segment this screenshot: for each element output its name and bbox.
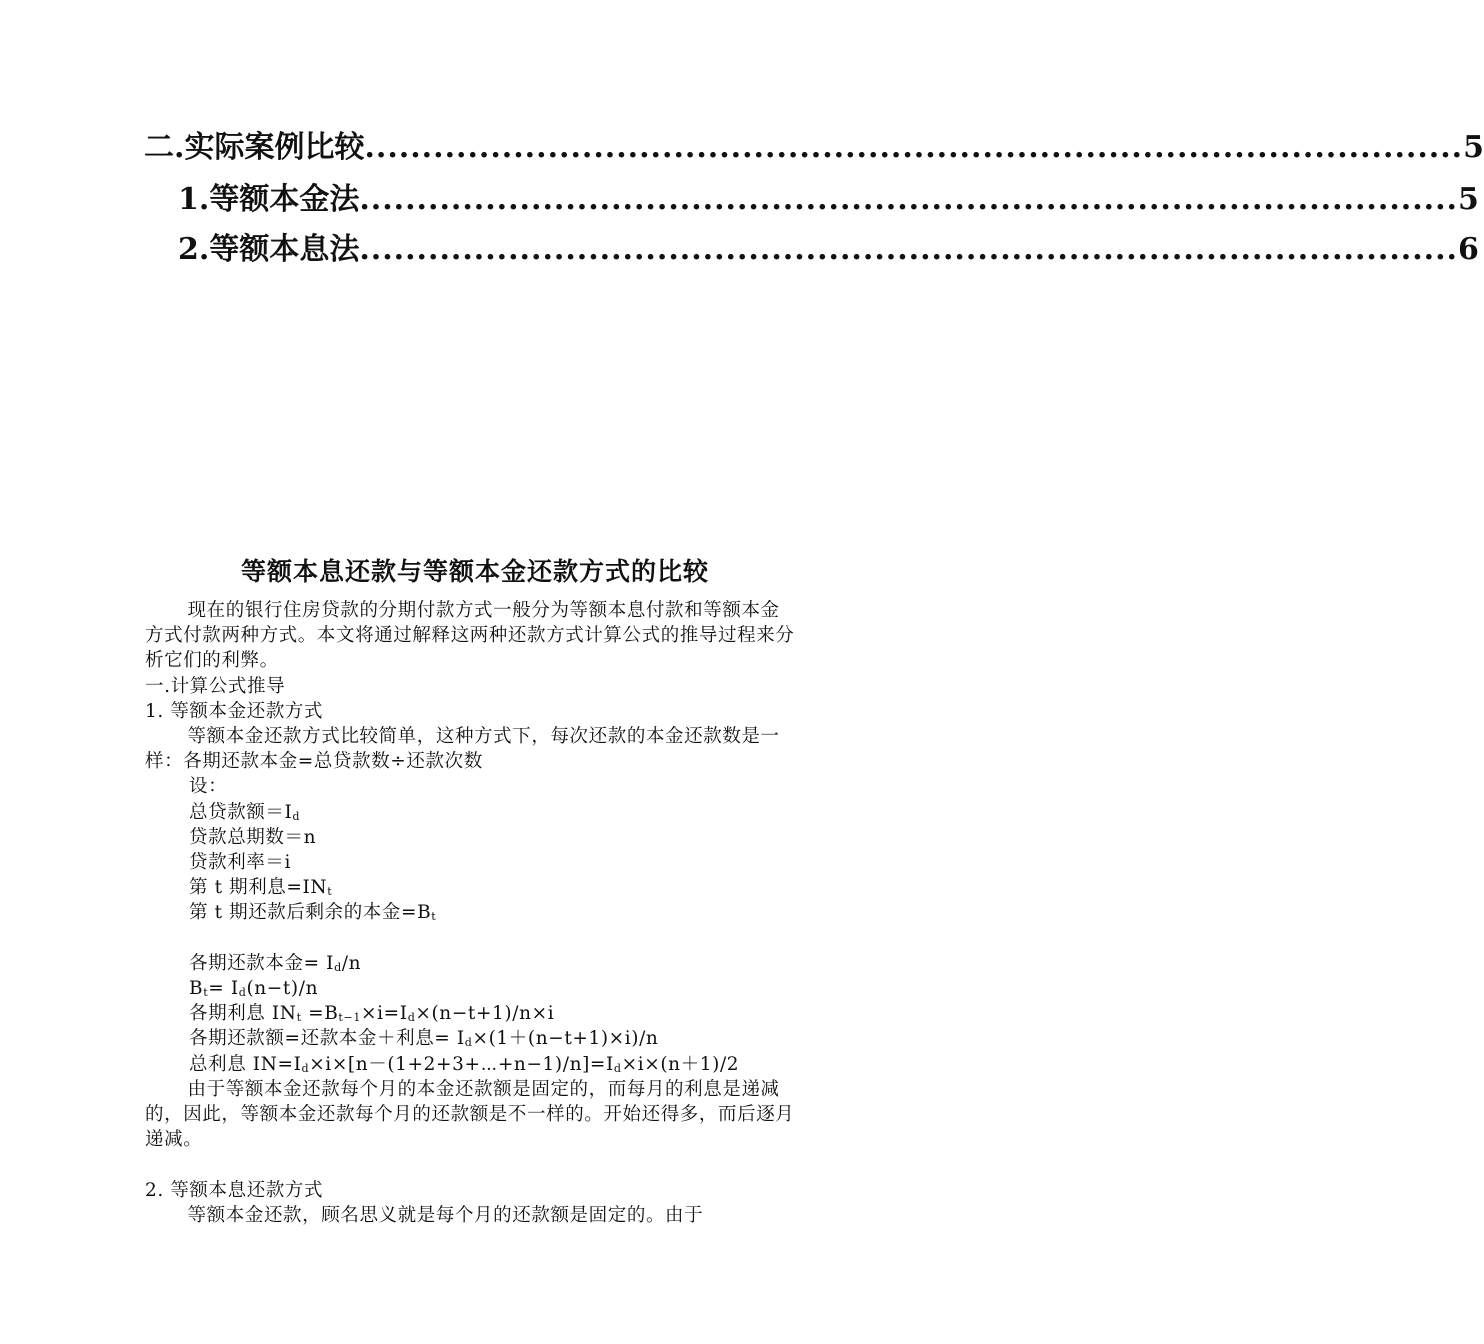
definition-line: 贷款总期数＝n: [189, 826, 317, 848]
paragraph: 等额本金还款，顾名思义就是每个月的还款额是固定的。由于: [187, 1204, 704, 1226]
formula-line: 各期还款额=还款本金＋利息= $I_d\times(1+(n-t+1)\times i)/n$: [189, 1028, 659, 1050]
paragraph: 由于等额本金还款每个月的本金还款额是固定的，而每月的利息是递减的，因此，等额本金还款每个月的还款额是不一样的。开始还得多，而后逐月递减。: [145, 1078, 795, 1151]
definition-line: 总贷款额$=I_d$: [189, 801, 301, 823]
toc-entry-page: 6: [1457, 232, 1479, 267]
toc-leader-dots: ................................................................................................: [364, 130, 1464, 165]
toc-entry-page: 5: [1457, 182, 1479, 217]
document-body: [145, 598, 795, 1228]
toc-entry-title: 1.等额本金法: [178, 182, 360, 217]
toc-entry[interactable]: [144, 128, 1484, 168]
toc-leader-dots: ................................................................................................: [359, 182, 1458, 217]
document-title: 等额本息还款与等额本金还款方式的比较: [240, 557, 709, 586]
paragraph: 等额本金还款方式比较简单，这种方式下，每次还款的本金还款数是一样：各期还款本金=总贷款数÷还款次数: [145, 726, 780, 773]
definition-line: 第 t 期还款后剩余的本金$=B_t$: [189, 902, 437, 924]
toc-entry[interactable]: [178, 180, 1479, 220]
subsection-heading: 1. 等额本金还款方式: [145, 700, 324, 722]
definition-line: 贷款利率＝i: [189, 852, 292, 874]
formula-line: $B_t= I_d(n-t)/n$: [189, 978, 319, 1000]
blank-line: [145, 1152, 795, 1177]
section-heading: 一.计算公式推导: [145, 675, 286, 697]
toc-leader-dots: ................................................................................................: [359, 232, 1458, 267]
toc-entry-title: 二.实际案例比较: [144, 130, 365, 165]
formula-line: 各期利息 $IN_t =B_{t-1}\times i=I_d\times(n-t+1)/n\times i$: [189, 1003, 555, 1025]
subsection-heading: 2. 等额本息还款方式: [145, 1179, 324, 1201]
blank-line: [145, 926, 795, 951]
toc-entry-page: 5: [1463, 130, 1484, 165]
definition-line: 第 t 期利息$=IN_t$: [189, 877, 333, 899]
formula-line: 各期还款本金= $I_d/n$: [189, 952, 362, 974]
toc-entry[interactable]: [178, 230, 1479, 270]
toc-entry-title: 2.等额本息法: [178, 232, 360, 267]
definitions-label: 设：: [189, 776, 228, 798]
intro-paragraph: 现在的银行住房贷款的分期付款方式一般分为等额本息付款和等额本金方式付款两种方式。本文将通过解释这两种还款方式计算公式的推导过程来分析它们的利弊。: [145, 600, 795, 672]
formula-line: 总利息 $IN=I_d\times i\times[n-(1+2+3+\cdots+n-1)/n]=I_d\times i\times(n+1)/2$: [189, 1053, 740, 1075]
